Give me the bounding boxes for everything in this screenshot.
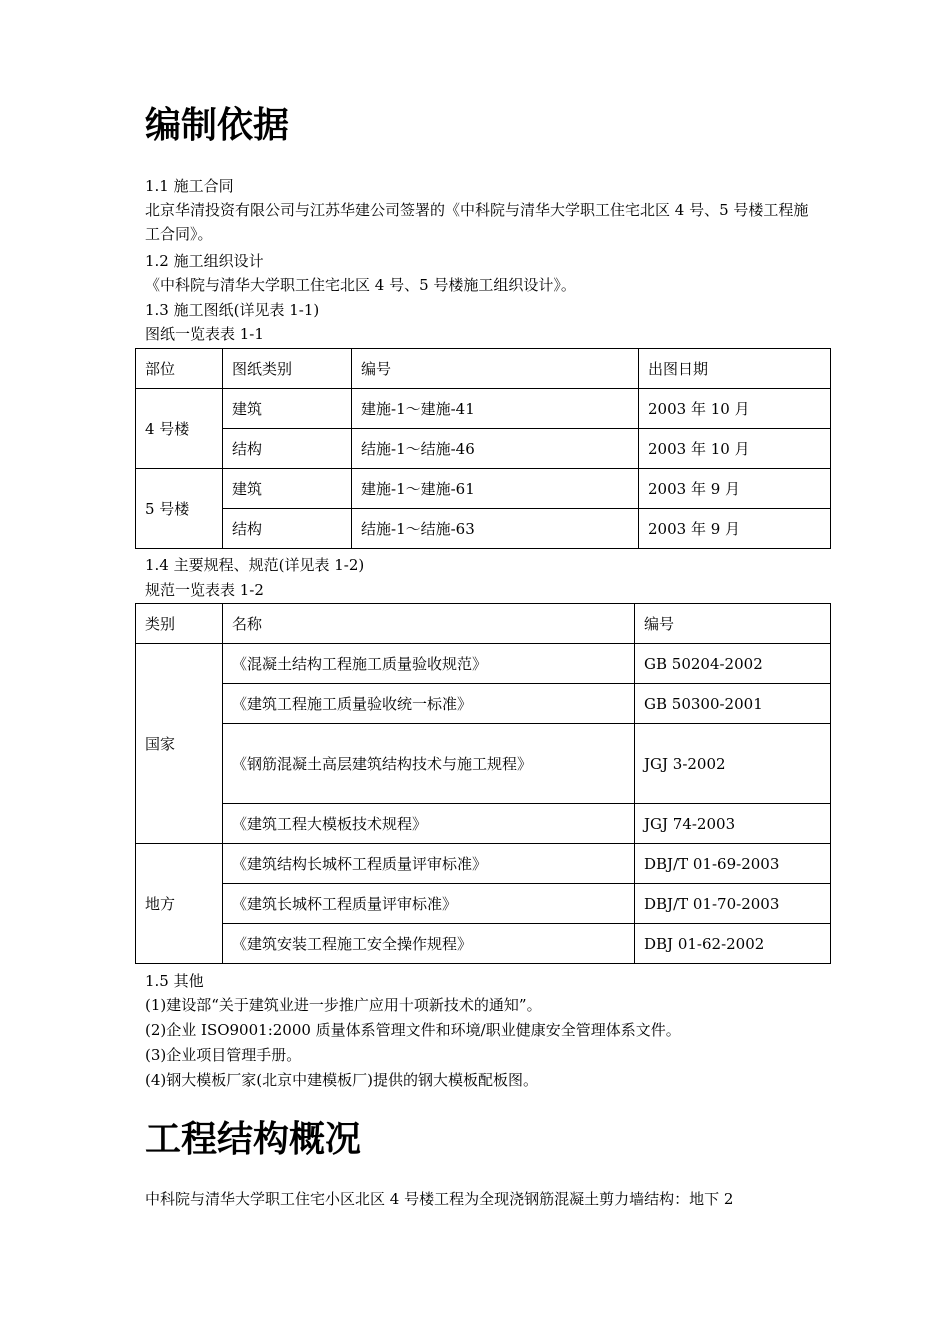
category-cell: 国家 [136,644,223,844]
list-item: (3)企业项目管理手册。 [145,1046,302,1064]
table-header-row [136,349,831,389]
header-cell: 编号 [352,349,639,389]
table-cell: 建施-1～建施-41 [352,389,639,429]
table-row [136,389,831,429]
list-item: (2)企业 ISO9001:2000 质量体系管理文件和环境/职业健康安全管理体系文件。 [145,1021,681,1039]
heading-basis: 编制依据 [145,105,290,146]
table-cell: 2003 年 9 月 [639,469,831,509]
drawings-table [135,348,831,549]
table-row [136,844,831,884]
table-row [136,924,831,964]
table-row [136,804,831,844]
table-cell: JGJ 3-2002 [635,724,831,804]
standards-table [135,603,831,964]
table1-caption: 图纸一览表表 1-1 [145,325,264,343]
table-cell: DBJ/T 01-70-2003 [635,884,831,924]
table-row [136,429,831,469]
table-cell: GB 50300-2001 [635,684,831,724]
part-cell: 5 号楼 [136,469,223,549]
table-cell: 《钢筋混凝土高层建筑结构技术与施工规程》 [223,724,635,804]
table-cell: JGJ 74-2003 [635,804,831,844]
table-cell: 《建筑安装工程施工安全操作规程》 [223,924,635,964]
section-1-2-body: 《中科院与清华大学职工住宅北区 4 号、5 号楼施工组织设计》。 [145,276,576,294]
table-cell: 《建筑工程大模板技术规程》 [223,804,635,844]
list-item: (4)钢大模板厂家(北京中建模板厂)提供的钢大模板配板图。 [145,1071,538,1089]
section-1-5-title: 1.5 其他 [145,972,204,990]
table-cell: 《建筑工程施工质量验收统一标准》 [223,684,635,724]
table-cell: GB 50204-2002 [635,644,831,684]
table-cell: 建筑 [223,389,352,429]
table-row [136,469,831,509]
table-row [136,509,831,549]
category-cell: 地方 [136,844,223,964]
list-item: (1)建设部“关于建筑业进一步推广应用十项新技术的通知”。 [145,996,542,1014]
heading-structure-overview: 工程结构概况 [145,1119,362,1160]
table-row [136,724,831,804]
table-row [136,684,831,724]
table-row [136,644,831,684]
header-cell: 类别 [136,604,223,644]
table-cell: DBJ 01-62-2002 [635,924,831,964]
part-cell: 4 号楼 [136,389,223,469]
table-cell: 2003 年 10 月 [639,429,831,469]
table-cell: 结施-1～结施-46 [352,429,639,469]
header-cell: 编号 [635,604,831,644]
section-1-1-body: 北京华清投资有限公司与江苏华建公司签署的《中科院与清华大学职工住宅北区 4 号、5 号楼工程施工合同》。 [145,201,809,243]
table-cell: 《建筑结构长城杯工程质量评审标准》 [223,844,635,884]
table-cell: 2003 年 10 月 [639,389,831,429]
table-cell: 结构 [223,509,352,549]
table2-caption: 规范一览表表 1-2 [145,581,264,599]
table-cell: 结施-1～结施-63 [352,509,639,549]
table-cell: 结构 [223,429,352,469]
table-row [136,884,831,924]
section-1-1-title: 1.1 施工合同 [145,177,234,195]
table-cell: DBJ/T 01-69-2003 [635,844,831,884]
table-cell: 《建筑长城杯工程质量评审标准》 [223,884,635,924]
header-cell: 名称 [223,604,635,644]
table-cell: 2003 年 9 月 [639,509,831,549]
table-cell: 建施-1～建施-61 [352,469,639,509]
section-1-2-title: 1.2 施工组织设计 [145,252,264,270]
section-2-body: 中科院与清华大学职工住宅小区北区 4 号楼工程为全现浇钢筋混凝土剪力墙结构：地下 2 [145,1190,734,1208]
table-header-row [136,604,831,644]
header-cell: 图纸类别 [223,349,352,389]
section-1-4-title: 1.4 主要规程、规范(详见表 1-2) [145,556,365,574]
section-1-3-title: 1.3 施工图纸(详见表 1-1) [145,301,320,319]
header-cell: 出图日期 [639,349,831,389]
header-cell: 部位 [136,349,223,389]
table-cell: 建筑 [223,469,352,509]
table-cell: 《混凝土结构工程施工质量验收规范》 [223,644,635,684]
